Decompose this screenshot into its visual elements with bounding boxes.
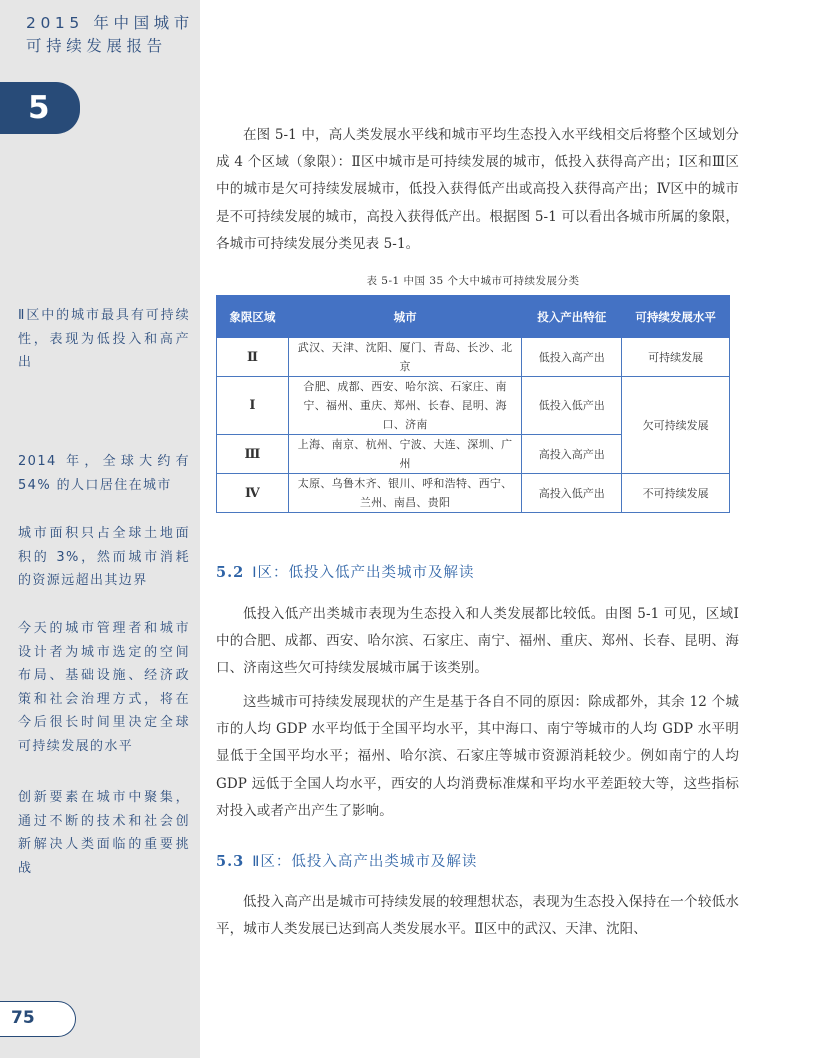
side-note-2: 2014 年，全球大约有 54% 的人口居住在城市 (18, 454, 190, 493)
side-note-3: 城市面积只占全球土地面积的 3%，然而城市消耗的资源远超出其边界 (18, 526, 190, 588)
table-row (217, 338, 730, 377)
cell-cities: 上海、南京、杭州、宁波、大连、深圳、广州 (288, 435, 522, 474)
classification-table (216, 295, 730, 513)
page-number: 75 (0, 1001, 76, 1037)
section-heading-5-3 (216, 852, 736, 872)
paragraph-zone1-reasons: 这些城市可持续发展现状的产生是基于各自不同的原因：除成都外，其余 12 个城市的人均 GDP 水平均低于全国平均水平，其中海口、南宁等城市的人均 GDP 水平明显低于全国平均水平；福州、哈尔滨、石家庄等城市资源消耗较少。例如南宁的人均 GDP 远低于全国人均水平，西安的人均消费标准煤和平均水平差距较大等，这些指标对投入或者产出产生了影响。 (216, 694, 739, 819)
cell-zone: Ⅱ (217, 338, 289, 377)
report-title-line-1: 2015 年中国城市 (26, 14, 194, 32)
cell-level: 不可持续发展 (622, 474, 730, 513)
cell-level: 欠可持续发展 (622, 377, 730, 474)
cell-zone: Ⅰ (217, 377, 289, 435)
side-note-5: 创新要素在城市中聚集，通过不断的技术和社会创新解决人类面临的重要挑战 (18, 790, 190, 876)
cell-cities: 合肥、成都、西安、哈尔滨、石家庄、南宁、福州、重庆、郑州、长春、昆明、海口、济南 (288, 377, 522, 435)
paragraph-zone2-intro: 低投入高产出是城市可持续发展的较理想状态，表现为生态投入保持在一个较低水平，城市人类发展已达到高人类发展水平。Ⅱ区中的武汉、天津、沈阳、 (216, 894, 739, 938)
table-header-row (217, 296, 730, 338)
side-note-4: 今天的城市管理者和城市设计者为城市选定的空间布局、基础设施、经济政策和社会治理方式，将在今后很长时间里决定全球可持续发展的水平 (18, 621, 190, 754)
cell-feature: 低投入高产出 (522, 338, 622, 377)
report-title (26, 12, 196, 58)
header-zone: 象限区域 (217, 296, 289, 338)
cell-zone: Ⅲ (217, 435, 289, 474)
section-number: 5.3 (216, 853, 245, 870)
table-row (217, 377, 730, 435)
cell-feature: 高投入低产出 (522, 474, 622, 513)
table-row (217, 474, 730, 513)
paragraph-zone1-intro: 低投入低产出类城市表现为生态投入和人类发展都比较低。由图 5-1 可见，区域Ⅰ中的合肥、成都、西安、哈尔滨、石家庄、南宁、福州、重庆、郑州、长春、昆明、海口、济南这些欠可持续发展城市属于该类别。 (216, 606, 739, 677)
header-level: 可持续发展水平 (622, 296, 730, 338)
cell-cities: 太原、乌鲁木齐、银川、呼和浩特、西宁、兰州、南昌、贵阳 (288, 474, 522, 513)
paragraph-intro: 在图 5-1 中，高人类发展水平线和城市平均生态投入水平线相交后将整个区域划分成 4 个区域（象限）：Ⅱ区中城市是可持续发展的城市，低投入获得高产出；Ⅰ区和Ⅲ区中的城市是欠可持续发展城市，低投入获得低产出或高投入获得高产出；Ⅳ区中的城市是不可持续发展的城市，高投入获得低产出。根据图 5-1 可以看出各城市所属的象限，各城市可持续发展分类见表 5-1。 (216, 127, 739, 252)
header-cities: 城市 (288, 296, 522, 338)
chapter-number-tab: 5 (0, 82, 80, 134)
side-note-1: Ⅱ区中的城市最具有可持续性，表现为低投入和高产出 (18, 308, 190, 370)
table-caption: 表 5-1 中国 35 个大中城市可持续发展分类 (366, 275, 580, 287)
section-heading-5-2 (216, 563, 736, 583)
section-title: Ⅰ区：低投入低产出类城市及解读 (252, 565, 475, 581)
cell-zone: Ⅳ (217, 474, 289, 513)
sidebar (0, 0, 200, 1058)
header-feature: 投入产出特征 (522, 296, 622, 338)
report-title-line-2: 可持续发展报告 (26, 37, 167, 55)
cell-cities: 武汉、天津、沈阳、厦门、青岛、长沙、北京 (288, 338, 522, 377)
cell-feature: 高投入高产出 (522, 435, 622, 474)
section-number: 5.2 (216, 564, 245, 581)
cell-level: 可持续发展 (622, 338, 730, 377)
section-title: Ⅱ区：低投入高产出类城市及解读 (252, 854, 478, 870)
cell-feature: 低投入低产出 (522, 377, 622, 435)
